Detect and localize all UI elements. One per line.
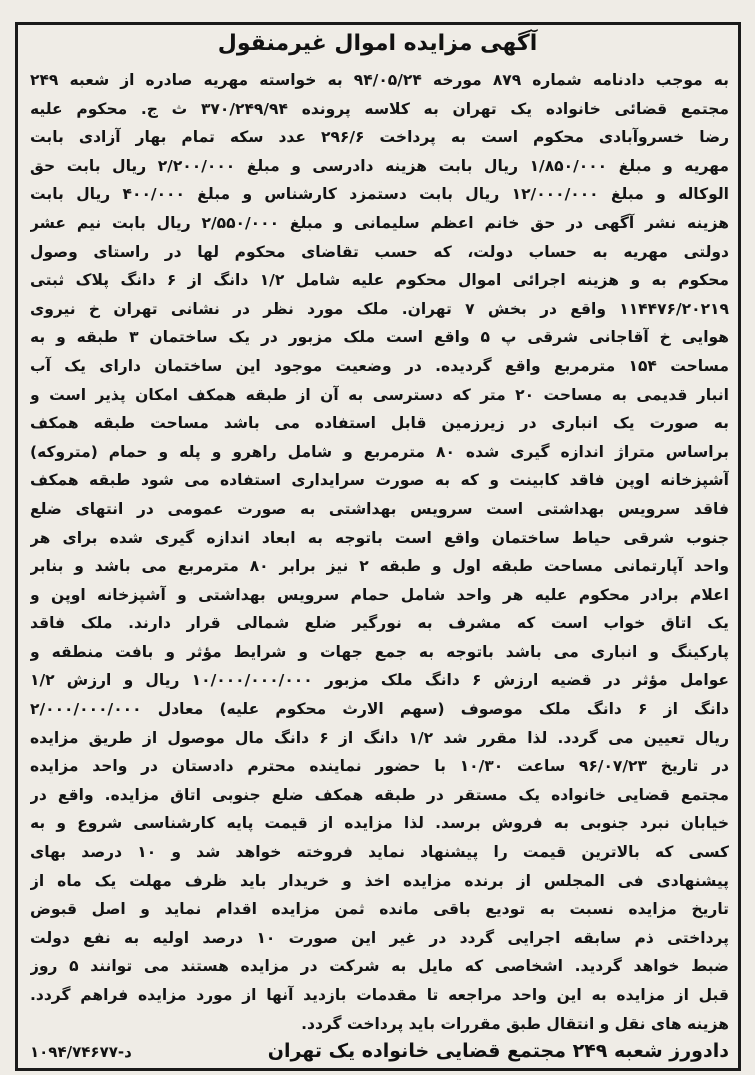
body-line: هوایی خ آقاجانی شرقی پ ۵ واقع است ملک مزبور در یک ساختمان ۳ طبقه و به — [30, 328, 729, 347]
body-line: انبار قدیمی به مساحت ۲۰ متر که دسترسی به آن از طبقه همکف امکان پذیر است و — [30, 385, 729, 404]
signature: دادورز شعبه ۲۴۹ مجتمع قضایی خانواده یک تهران — [267, 1040, 729, 1062]
body-line: مجتمع قضائی خانواده یک تهران به کلاسه پرونده ۳۷۰/۲۴۹/۹۴ ث ج. محکوم علیه — [30, 99, 729, 118]
body-line: ۱۱۴۴۷۶/۲۰۲۱۹ واقع در بخش ۷ تهران. ملک مورد نظر در نشانی تهران خ نیروی — [30, 299, 729, 318]
body-line: فاقد سرویس بهداشتی است سرویس بهداشتی به صورت عمومی در انتهای ضلع — [30, 499, 729, 518]
body-line: ضبط خواهد گردید. اشخاصی که مایل به شرکت در مزایده هستند می توانند ۵ روز — [30, 957, 729, 976]
body-line: دولتی مهریه به حساب دولت، که حسب تقاضای محکوم لها در راستای وصول — [30, 242, 729, 261]
body-line: خیابان نبرد جنوبی به فروش برسد. لذا مزایده از قیمت پایه کارشناسی شروع و به — [30, 814, 729, 833]
body-line: اعلام برادر محکوم علیه هر واحد شامل حمام سرویس بهداشتی و آشپزخانه اوپن و — [30, 585, 729, 604]
body-line: تاریخ مزایده نسبت به تودیع باقی مانده ثمن مزایده اقدام نماید و اصل قبوض — [30, 900, 729, 919]
body-line: پرداختی ذم سابقه اجرایی گردد در غیر این صورت ۱۰ درصد اولیه به نفع دولت — [30, 928, 729, 947]
body-line: رضا خسروآبادی محکوم است به پرداخت ۲۹۶/۶ عدد سکه تمام بهار آزادی بابت — [30, 128, 729, 147]
body-line: قبل از مزایده به این واحد مراجعه تا مقدمات بازدید آنها از مورد مزایده فراهم گردد. — [30, 986, 729, 1004]
body-line: پیشنهادی فی المجلس از برنده مزایده اخذ و خریدار باید ظرف مهلت یک ماه از — [30, 871, 729, 890]
body-line: هزینه های نقل و انتقال طبق مقررات باید پرداخت گردد. — [301, 1014, 729, 1033]
notice-body — [30, 66, 729, 1038]
body-line: دانگ از ۶ دانگ ملک موصوف (سهم الارث محکوم علیه) معادل ۲/۰۰۰/۰۰۰/۰۰۰ — [30, 700, 729, 719]
body-line: در تاریخ ۹۶/۰۷/۲۳ ساعت ۱۰/۳۰ با حضور نماینده محترم دادستان در واحد مزایده — [30, 757, 729, 776]
body-line: هزینه نشر آگهی در حق خانم اعظم سلیمانی و مبلغ ۲/۵۵۰/۰۰۰ ریال بابت نیم عشر — [30, 213, 729, 232]
body-line: واحد آپارتمانی مساحت طبقه اول و طبقه ۲ نیز برابر ۸۰ مترمربع می باشد و بنابر — [30, 557, 729, 576]
body-line: محکوم به و هزینه اجرائی اموال محکوم علیه شامل ۱/۲ دانگ از ۶ دانگ پلاک ثبتی — [30, 271, 729, 290]
body-line: یک اتاق خواب است که مشرف به نورگیر ضلع شمالی قرار دارند. ملک فاقد — [30, 614, 729, 633]
notice-title: آگهی مزایده اموال غیرمنقول — [217, 31, 538, 56]
body-line: به صورت یک انباری در زیرزمین قابل استفاده می باشد مساحت طبقه همکف — [30, 414, 729, 433]
body-line: پارکینگ و انباری می باشد باتوجه به جمع جهات و شرایط مؤثر و بافت منطقه و — [30, 642, 729, 661]
body-line: مجتمع قضایی خانواده یک مستقر در طبقه همکف ضلع جنوبی اتاق مزایده. واقع در — [30, 785, 729, 804]
body-line: عوامل مؤثر در قضیه ارزش ۶ دانگ ملک مزبور ۱۰/۰۰۰/۰۰۰/۰۰۰ ریال و ارزش ۱/۲ — [30, 671, 729, 690]
body-line: جنوب شرقی حیاط ساختمان واقع است باتوجه به ابعاد اندازه گیری شده برای هر — [30, 528, 729, 547]
body-line: مساحت ۱۵۴ مترمربع واقع گردیده. در وضعیت موجود این ساختمان دارای یک آب — [30, 356, 729, 375]
body-line: مهریه و مبلغ ۱/۸۵۰/۰۰۰ ریال بابت هزینه دادرسی و مبلغ ۲/۲۰۰/۰۰۰ ریال بابت حق — [30, 156, 729, 175]
body-line: آشپزخانه اوپن فاقد کابینت و که به صورت سرایداری استفاده می شود طبقه همکف — [30, 471, 729, 490]
signature-row — [30, 1036, 729, 1066]
body-line: ریال تعیین می گردد. لذا مقرر شد ۱/۲ دانگ از ۶ دانگ مال موصول از طریق مزایده — [30, 728, 729, 747]
body-line: به موجب دادنامه شماره ۸۷۹ مورخه ۹۴/۰۵/۲۴ به خواسته مهریه صادره از شعبه ۲۴۹ — [30, 71, 729, 89]
body-line: کسی که بالاترین قیمت را پیشنهاد نماید فروخته خواهد شد و ۱۰ درصد بهای — [30, 843, 729, 862]
reference-number: د-۱۰۹۴/۷۴۶۷۷ — [30, 1043, 132, 1061]
body-line: براساس متراژ اندازه گیری شده ۸۰ مترمربع و شامل راهرو و پله و حمام (متروکه) — [30, 442, 729, 461]
body-line: الوکاله و مبلغ ۱۲/۰۰۰/۰۰۰ ریال بابت دستمزد کارشناس و مبلغ ۴۰۰/۰۰۰ ریال بابت — [30, 185, 729, 204]
